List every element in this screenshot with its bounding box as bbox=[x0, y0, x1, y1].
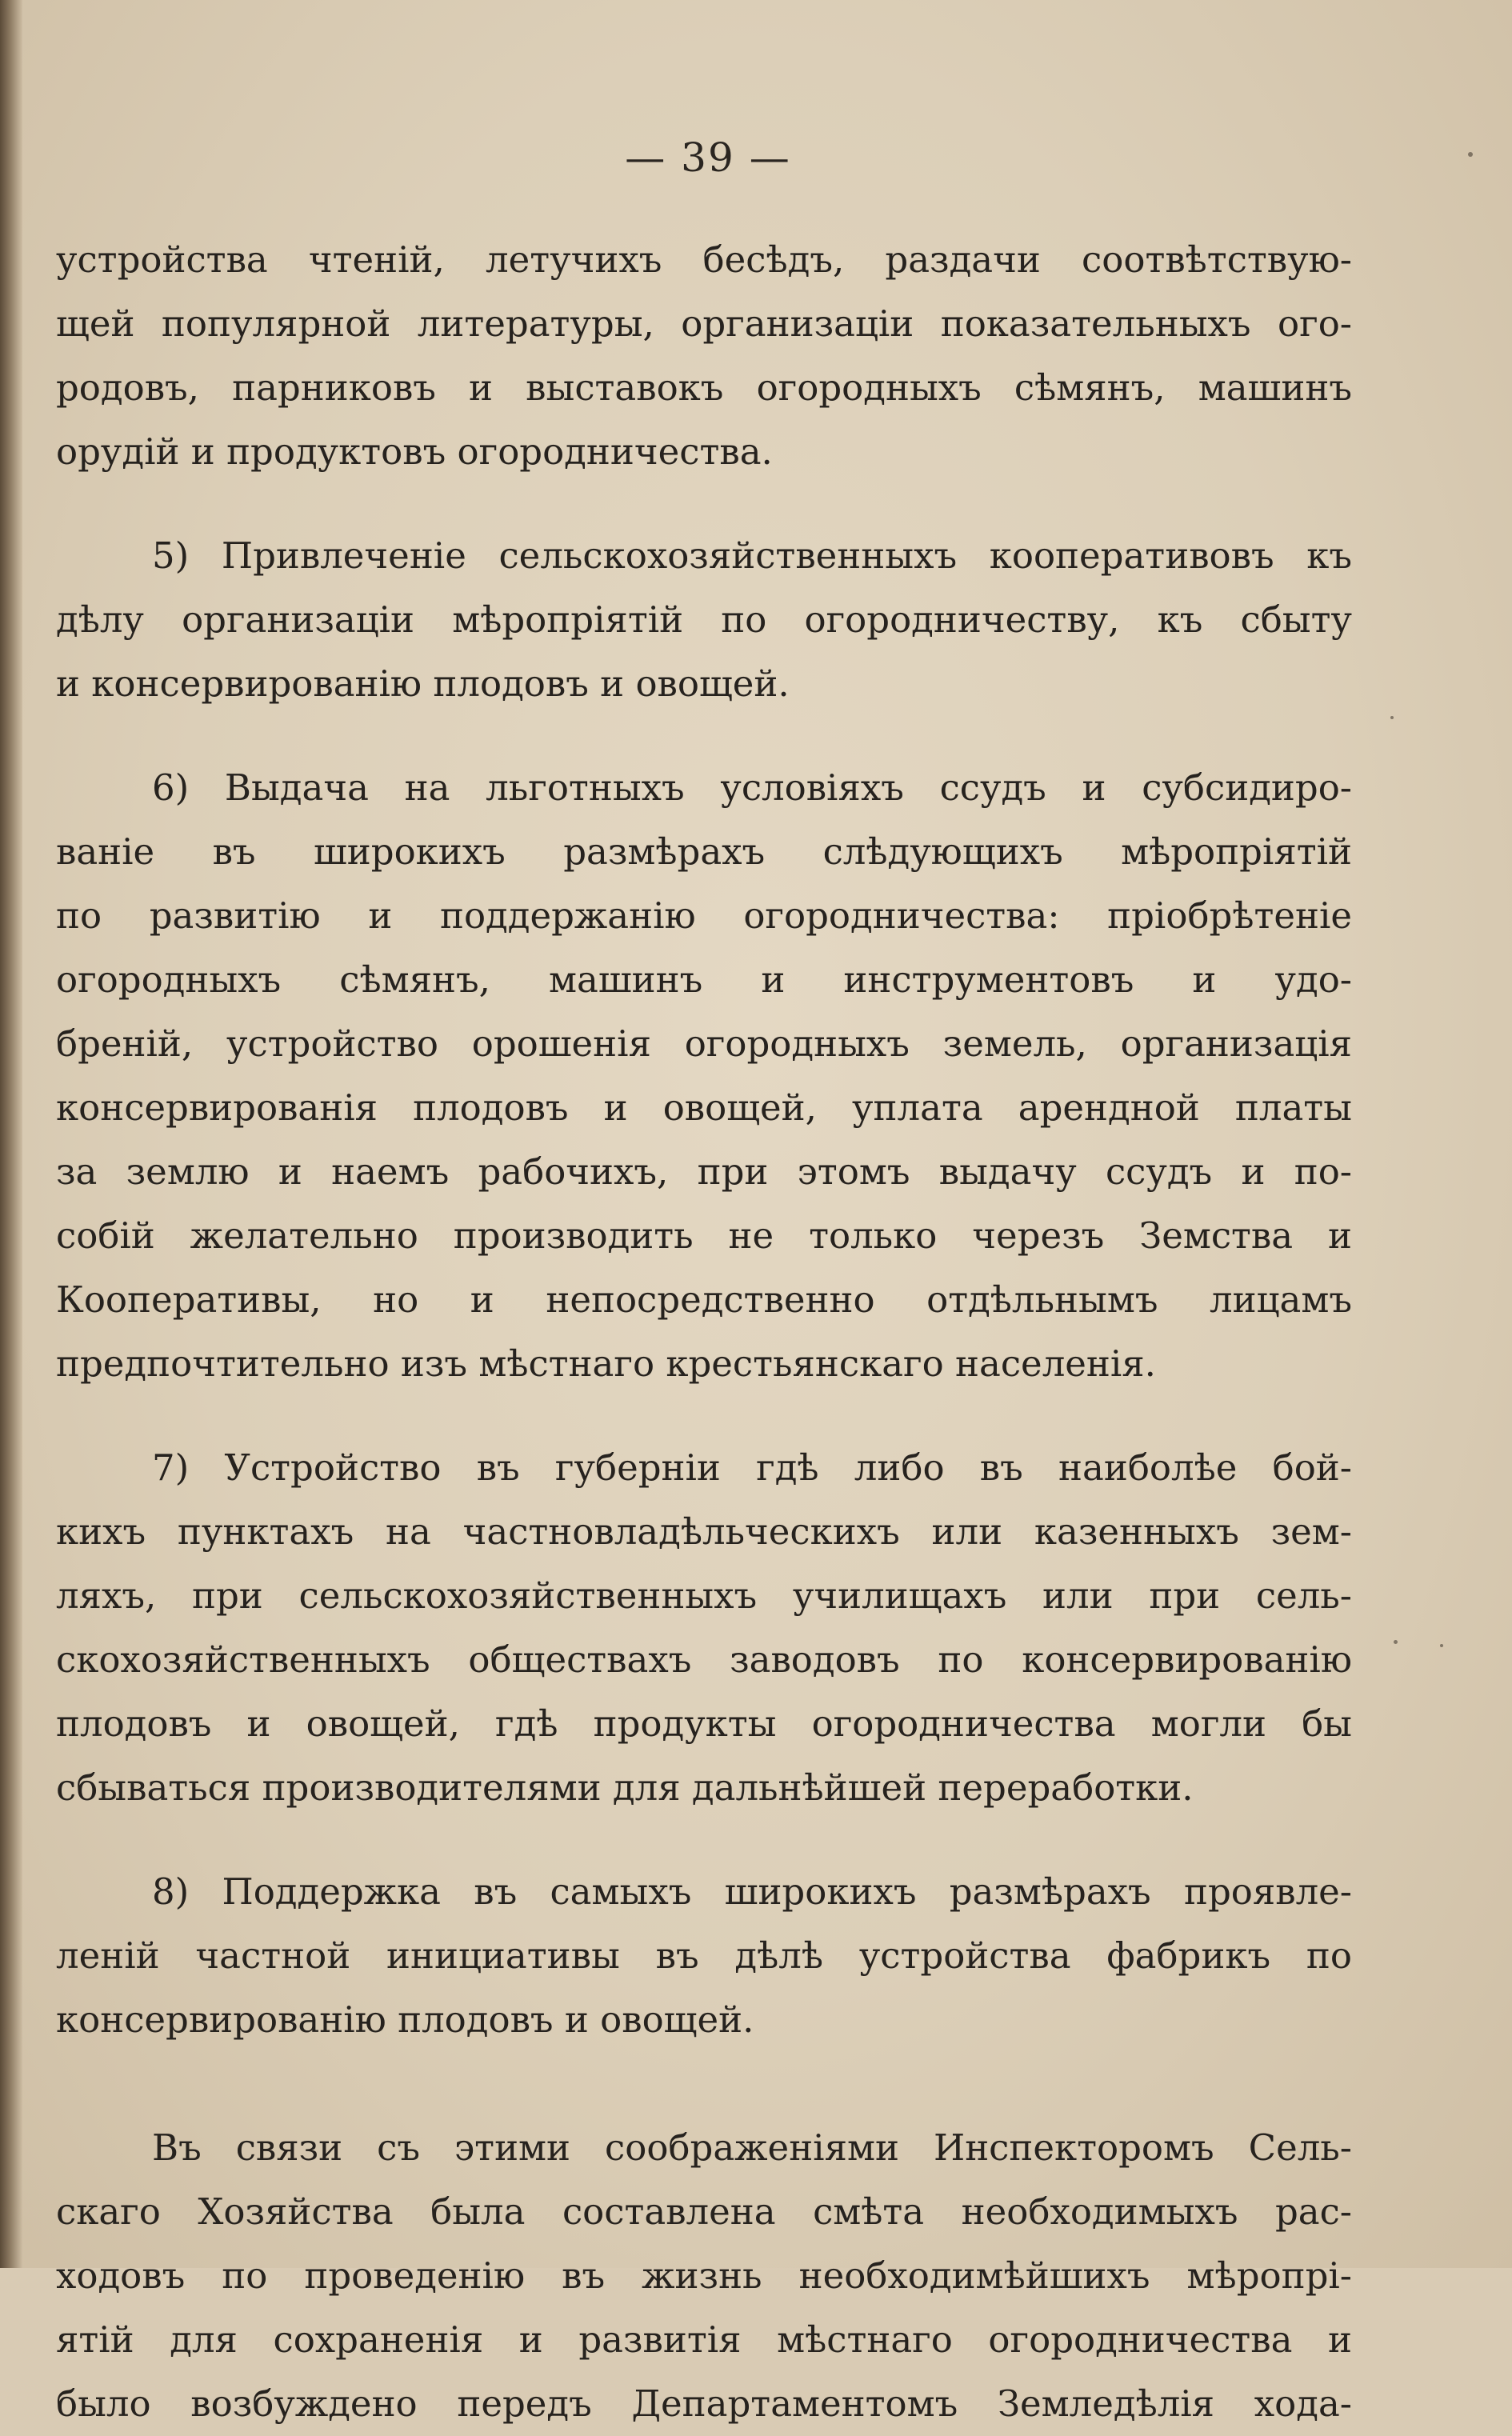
text-line: 5) Привлеченіе сельскохозяйственныхъ кооперативовъ къ bbox=[152, 534, 1352, 577]
paragraph-item-8 bbox=[56, 1860, 1352, 2052]
text-line: Въ связи съ этими соображеніями Инспекторомъ Сель- bbox=[152, 2126, 1352, 2169]
text-line: 8) Поддержка въ самыхъ широкихъ размѣрахъ проявле- bbox=[152, 1870, 1352, 1913]
text-line: и консервированію плодовъ и овощей. bbox=[56, 662, 790, 705]
text-line: за землю и наемъ рабочихъ, при этомъ выдачу ссудъ и по- bbox=[56, 1150, 1352, 1193]
text-line: огородныхъ сѣмянъ, машинъ и инструментовъ и удо- bbox=[56, 958, 1352, 1001]
paragraph-gap bbox=[56, 716, 1352, 756]
paper-speck bbox=[1440, 1644, 1443, 1647]
paragraph-item-6 bbox=[56, 756, 1352, 1396]
paragraph-gap bbox=[56, 484, 1352, 524]
text-line: устройства чтеній, летучихъ бесѣдъ, раздачи соотвѣтствую- bbox=[56, 238, 1352, 281]
paragraph-continuation bbox=[56, 228, 1352, 484]
text-line: скохозяйственныхъ обществахъ заводовъ по консервированію bbox=[56, 1638, 1352, 1681]
text-line: дѣлу организаціи мѣропріятій по огородничеству, къ сбыту bbox=[56, 598, 1352, 641]
text-line: плодовъ и овощей, гдѣ продукты огородничества могли бы bbox=[56, 1702, 1352, 1745]
text-line: кихъ пунктахъ на частновладѣльческихъ или казенныхъ зем- bbox=[56, 1510, 1352, 1553]
paragraph-closing bbox=[56, 2116, 1352, 2436]
text-line: предпочтительно изъ мѣстнаго крестьянскаго населенія. bbox=[56, 1342, 1156, 1385]
text-line: щей популярной литературы, организаціи показательныхъ ого- bbox=[56, 302, 1352, 345]
paragraph-item-5 bbox=[56, 524, 1352, 716]
text-line: консервированію плодовъ и овощей. bbox=[56, 1998, 754, 2041]
text-line: ходовъ по проведенію въ жизнь необходимѣйшихъ мѣропрі- bbox=[56, 2254, 1352, 2297]
text-line: скаго Хозяйства была составлена смѣта необходимыхъ рас- bbox=[56, 2190, 1352, 2233]
text-line: собій желательно производить не только черезъ Земства и bbox=[56, 1214, 1352, 1257]
text-line: ляхъ, при сельскохозяйственныхъ училищахъ или при сель- bbox=[56, 1574, 1352, 1617]
text-line: леній частной инициативы въ дѣлѣ устройства фабрикъ по bbox=[56, 1934, 1352, 1977]
text-line: 7) Устройство въ губерніи гдѣ либо въ наиболѣе бой- bbox=[152, 1446, 1352, 1489]
paper-speck bbox=[1390, 716, 1394, 719]
paragraph-item-7 bbox=[56, 1436, 1352, 1820]
text-line: по развитію и поддержанію огородничества: пріобрѣтеніе bbox=[56, 894, 1352, 937]
text-line: родовъ, парниковъ и выставокъ огородныхъ сѣмянъ, машинъ bbox=[56, 366, 1352, 409]
text-line: консервированія плодовъ и овощей, уплата арендной платы bbox=[56, 1086, 1352, 1129]
text-column bbox=[56, 228, 1352, 2436]
paragraph-gap bbox=[56, 2052, 1352, 2116]
text-line: ятій для сохраненія и развитія мѣстнаго огородничества и bbox=[56, 2318, 1352, 2361]
paragraph-gap bbox=[56, 1396, 1352, 1436]
text-line: сбываться производителями для дальнѣйшей переработки. bbox=[56, 1766, 1194, 1809]
text-line: орудій и продуктовъ огородничества. bbox=[56, 430, 773, 473]
text-line: было возбуждено передъ Департаментомъ Земледѣлія хода- bbox=[56, 2382, 1352, 2425]
paper-speck bbox=[1394, 1640, 1398, 1644]
text-line: Кооперативы, но и непосредственно отдѣльнымъ лицамъ bbox=[56, 1278, 1352, 1321]
paper-speck bbox=[1468, 152, 1473, 157]
text-line: бреній, устройство орошенія огородныхъ земель, организація bbox=[56, 1022, 1352, 1065]
paragraph-gap bbox=[56, 1820, 1352, 1860]
text-line: ваніе въ широкихъ размѣрахъ слѣдующихъ мѣропріятій bbox=[56, 830, 1352, 873]
text-line: 6) Выдача на льготныхъ условіяхъ ссудъ и субсидиро- bbox=[152, 766, 1352, 809]
binding-edge bbox=[0, 0, 22, 2268]
page-number: — 39 — bbox=[625, 134, 791, 181]
